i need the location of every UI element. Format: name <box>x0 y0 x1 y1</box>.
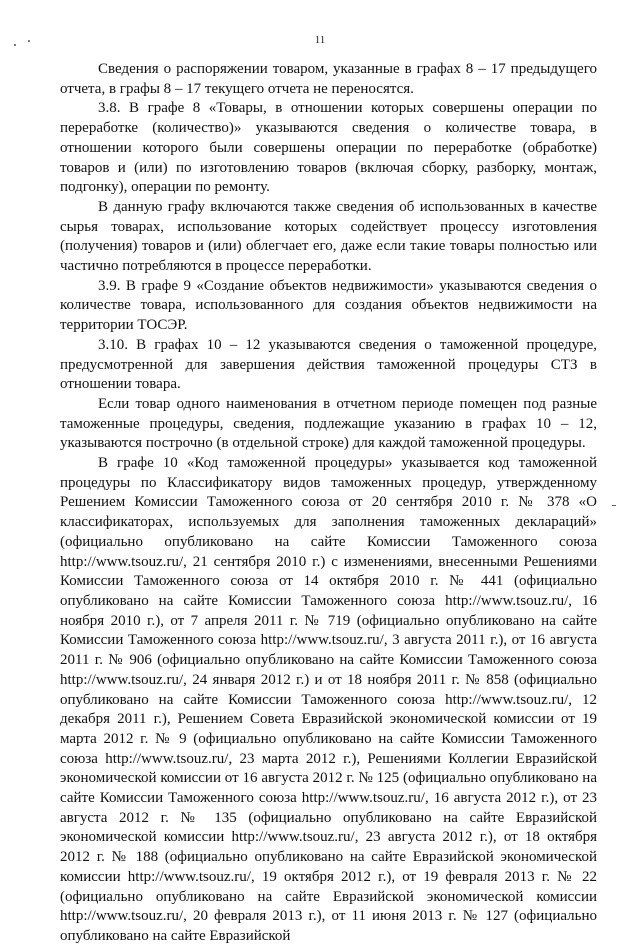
paragraph: Сведения о распоряжении товаром, указанные в графах 8 – 17 предыдущего отчета, в графы 8 – 17 текущего отчета не переносятся. <box>60 61 597 97</box>
paragraph: Если товар одного наименования в отчетном периоде помещен под разные таможенные процедуры, сведения, подлежащие указанию в графах 10 – 12, указываются построчно (в отдельной строке) для каждой таможенной процедуры. <box>60 395 597 452</box>
page-number: 11 <box>314 34 326 46</box>
paragraph: 3.10. В графах 10 – 12 указываются сведения о таможенной процедуре, предусмотренной для завершения действия таможенной процедуры СТЗ в отношении товара. <box>60 336 597 393</box>
paragraph: В графе 10 «Код таможенной процедуры» указывается код таможенной процедуры по Классификатору видов таможенных процедур, утвержденному Решением Комиссии Таможенного союза от 20 сентября 2010 г. № 378 «О классификаторах, используемых для заполнения таможенных деклараций» (официально опубликовано на сайте Комиссии Таможенного союза http://www.tsouz.ru/, 21 сентября 2010 г.) с изменениями, внесенными Решениями Комиссии Таможенного союза от 14 октября 2010 г. № 441 (официально опубликовано на сайте Комиссии Таможенного союза http://www.tsouz.ru/, 16 ноября 2010 г.), от 7 апреля 2011 г. № 719 (официально опубликовано на сайте Комиссии Таможенного союза http://www.tsouz.ru/, 3 августа 2011 г.), от 16 августа 2011 г. № 906 (официально опубликовано на сайте Комиссии Таможенного союза http://www.tsouz.ru/, 24 января 2012 г.) и от 18 ноября 2011 г. № 858 (официально опубликовано на сайте Комиссии Таможенного союза http://www.tsouz.ru/, 12 декабря 2011 г.), Решением Совета Евразийской экономической комиссии от 19 марта 2012 г. № 9 (официально опубликовано на сайте Комиссии Таможенного союза http://www.tsouz.ru/, 23 марта 2012 г.), Решениями Коллегии Евразийской экономической комиссии от 16 августа 2012 г. № 125 (официально опубликовано на сайте Комиссии Таможенного союза http://www.tsouz.ru/, 16 августа 2012 г.), от 23 августа 2012 г. № 135 (официально опубликовано на сайте Евразийской экономической комиссии http://www.tsouz.ru/, 23 августа 2012 г.), от 18 октября 2012 г. № 188 (официально опубликовано на сайте Евразийской экономической комиссии http://www.tsouz.ru/, 19 октября 2012 г.), от 19 февраля 2013 г. № 22 (официально опубликовано на сайте Евразийской экономической комиссии http://www.tsouz.ru/, 20 февраля 2013 г.), от 11 июня 2013 г. № 127 (официально опубликовано на сайте Евразийской <box>60 455 597 944</box>
paragraph: 3.8. В графе 8 «Товары, в отношении которых совершены операции по переработке (количество)» указываются сведения о количестве товара, в отношении которого были совершены операции по переработке (обработке) товаров и (или) по изготовлению товаров (включая сборку, разборку, монтаж, подгонку), операции по ремонту. <box>60 100 597 196</box>
paragraph: В данную графу включаются также сведения об использованных в качестве сырья товарах, использование которых содействует процессу изготовления (получения) товаров и (или) облегчает его, даже если такие товары полностью или частично потребляются в процессе переработки. <box>60 198 597 275</box>
paragraph: 3.9. В графе 9 «Создание объектов недвижимости» указываются сведения о количестве товара, использованного для создания объектов недвижимости на территории ТОСЭР. <box>60 277 597 334</box>
scan-speck <box>612 505 616 506</box>
document-body <box>60 60 597 947</box>
